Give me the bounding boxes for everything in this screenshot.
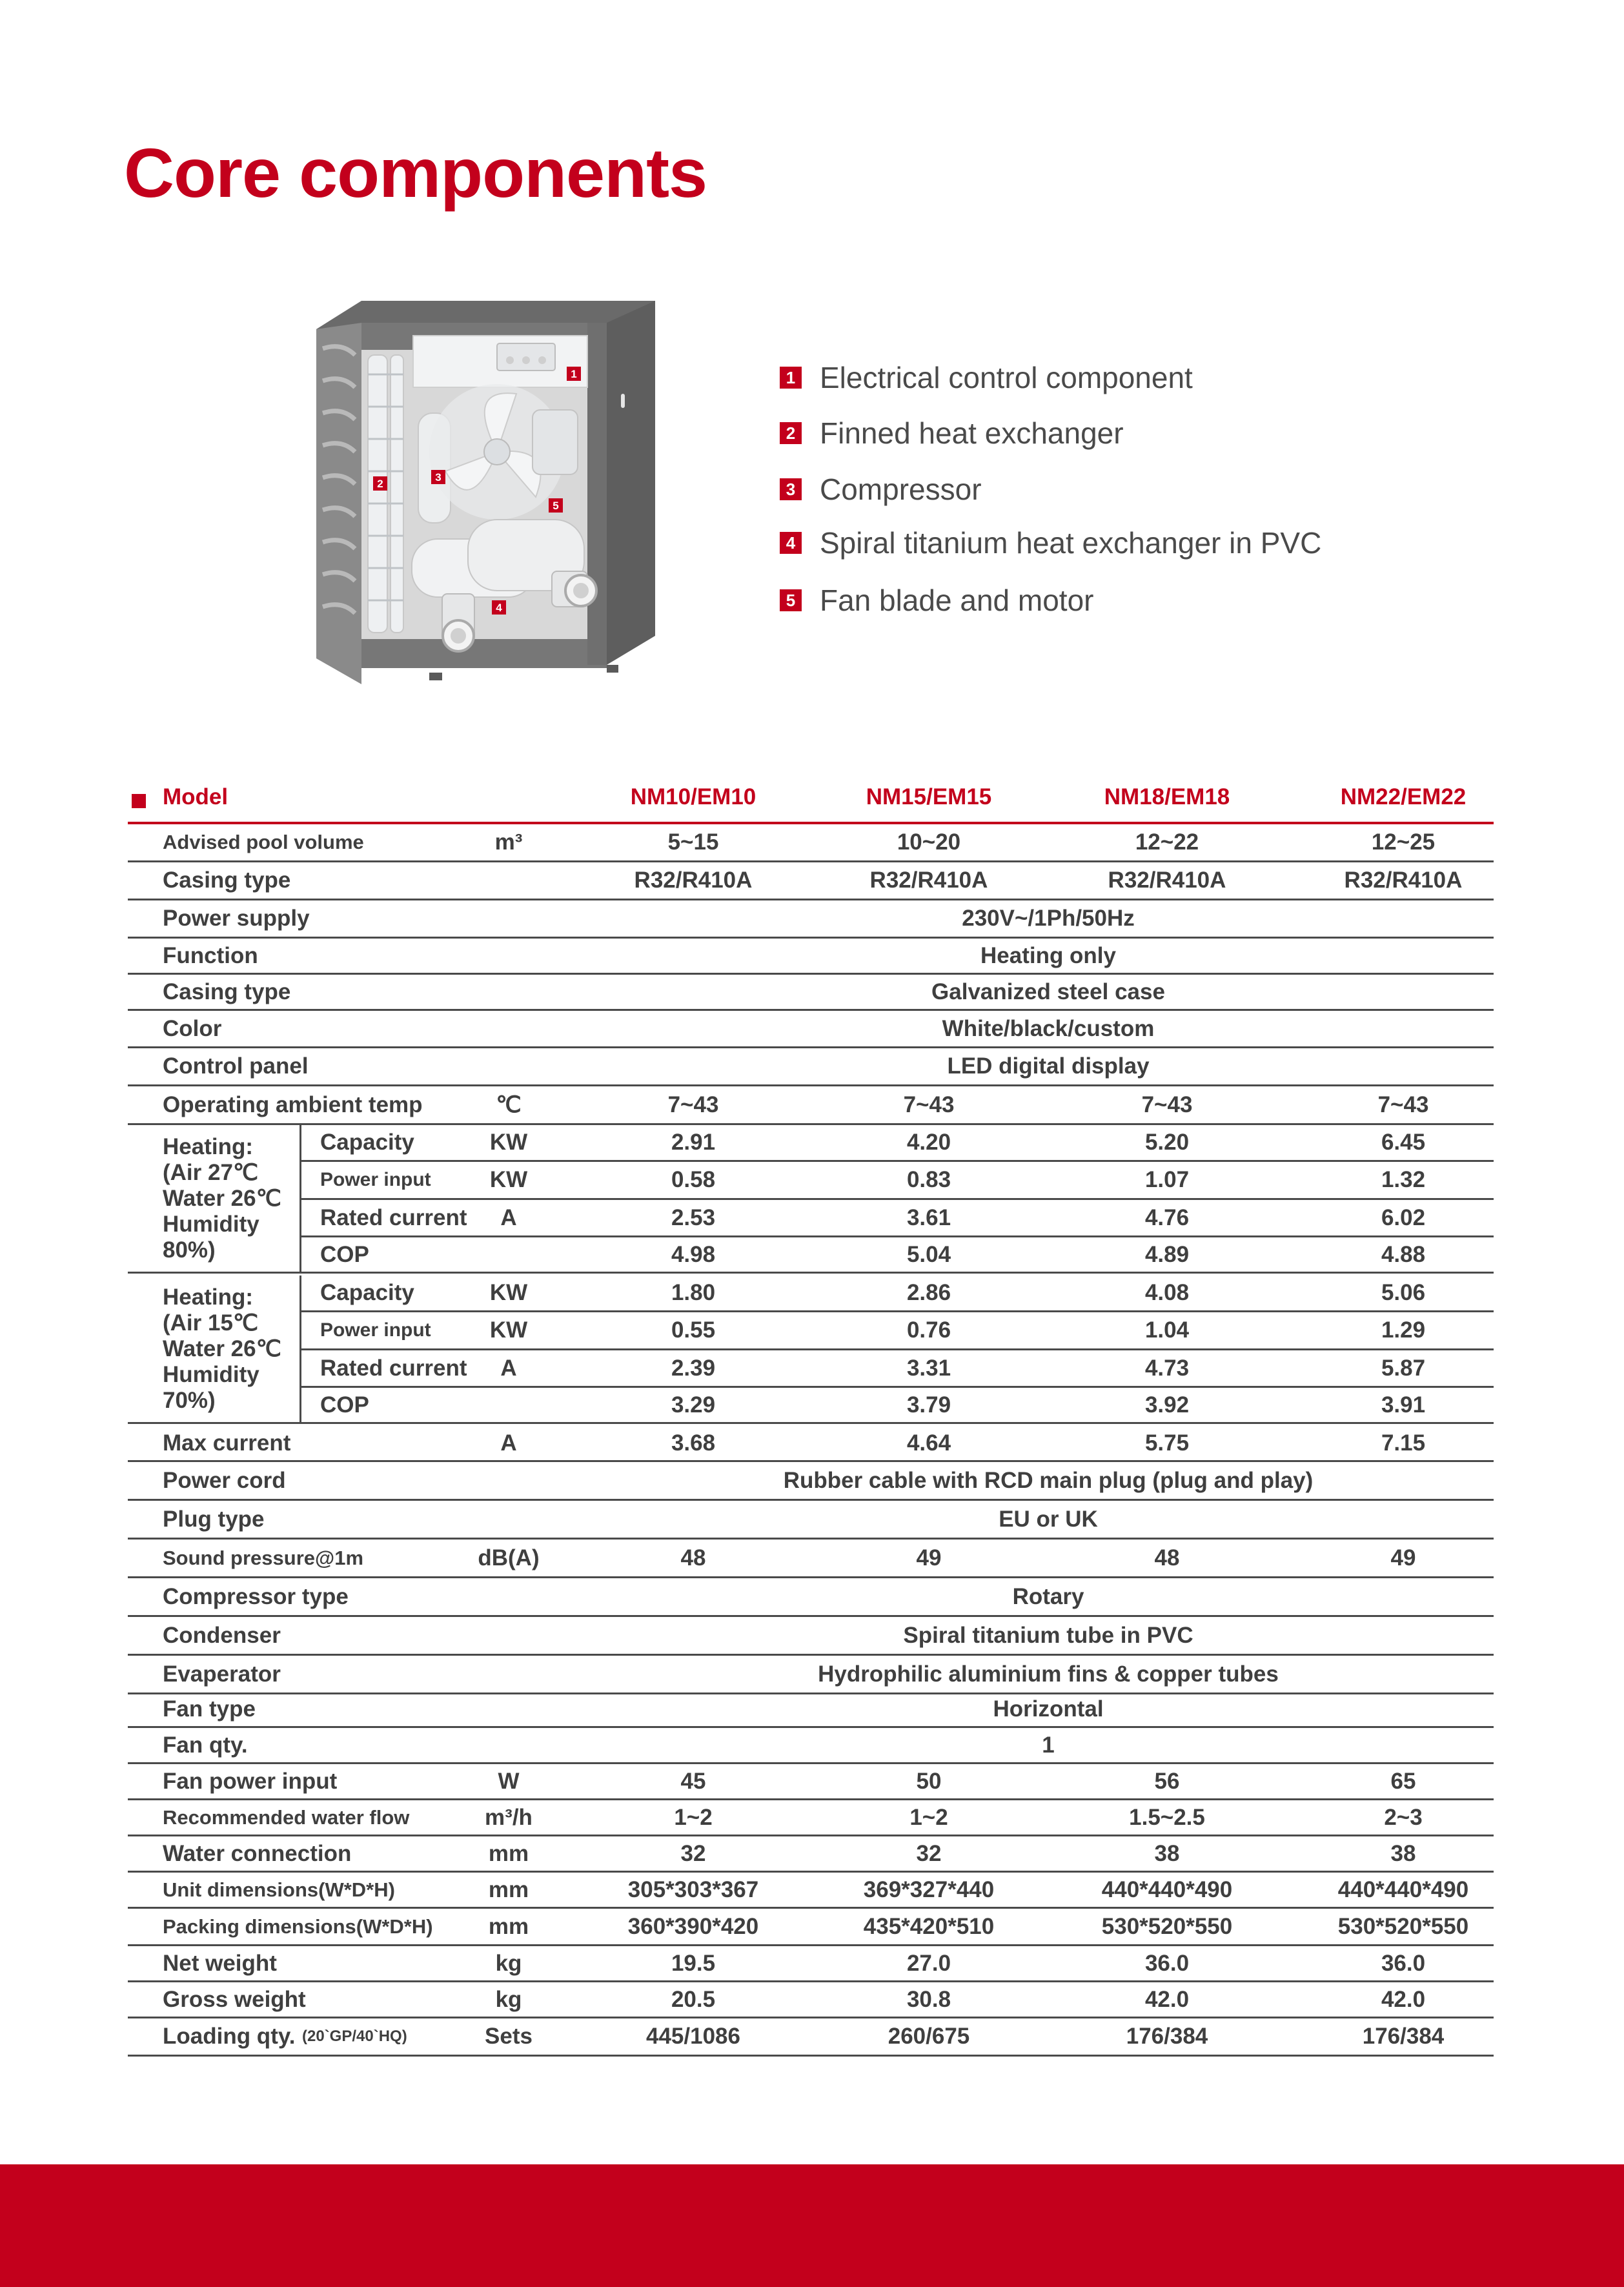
row-unit: kg [495, 1986, 522, 2012]
cell-value: 45 [680, 1768, 706, 1794]
model-name: NM10/EM10 [630, 784, 756, 809]
legend-number: 1 [780, 367, 802, 389]
cell-value: 2.86 [906, 1280, 951, 1305]
model-name: NM15/EM15 [866, 784, 992, 809]
cell-value: 4.64 [906, 1430, 951, 1456]
row-label: Sound pressure@1m [163, 1546, 364, 1569]
cell-value: 19.5 [671, 1950, 716, 1976]
table-row [128, 1462, 1494, 1501]
model-name: NM22/EM22 [1340, 784, 1467, 809]
legend-text: Spiral titanium heat exchanger in PVC [820, 526, 1322, 560]
callout-3: 3 [435, 471, 442, 483]
cell-value: 440*440*490 [1337, 1876, 1469, 1902]
row-label: Capacity [320, 1130, 414, 1155]
cell-span-value: Rubber cable with RCD main plug (plug and play) [783, 1467, 1314, 1493]
group-label: Heating: (Air 27℃ Water 26℃ Humidity 80%) [163, 1134, 281, 1263]
cell-value: 50 [916, 1768, 942, 1794]
table-row [128, 1656, 1494, 1694]
cell-value: 360*390*420 [627, 1913, 759, 1939]
cell-span-value: EU or UK [999, 1506, 1098, 1532]
legend-item [780, 414, 1124, 452]
row-label-suffix: (20`GP/40`HQ) [302, 2028, 407, 2045]
group-label: Heating: (Air 15℃ Water 26℃ Humidity 70%) [163, 1285, 281, 1413]
cell-value: 435*420*510 [863, 1913, 995, 1939]
row-label: Fan type [163, 1696, 256, 1722]
legend-number: 3 [780, 478, 802, 500]
cell-value: 32 [916, 1840, 942, 1866]
legend-number: 5 [780, 589, 802, 611]
legend-item [780, 470, 982, 509]
cell-value: 1.29 [1381, 1317, 1426, 1343]
cell-value: 38 [1390, 1840, 1416, 1866]
cell-value: 30.8 [906, 1986, 951, 2012]
table-row [128, 2018, 1494, 2057]
cell-value: 260/675 [888, 2024, 970, 2049]
footer-band [0, 2164, 1624, 2287]
table-row [128, 1800, 1494, 1836]
cell-span-value: Spiral titanium tube in PVC [903, 1622, 1193, 1648]
cell-value: 440*440*490 [1101, 1876, 1233, 1902]
cell-value: 3.61 [906, 1204, 951, 1230]
cell-span-value: Horizontal [993, 1696, 1104, 1722]
legend-text: Finned heat exchanger [820, 416, 1124, 450]
cell-value: 1~2 [909, 1804, 948, 1830]
table-row [301, 1237, 1494, 1272]
row-unit: KW [489, 1280, 528, 1305]
table-row [128, 1501, 1494, 1540]
cell-value: R32/R410A [634, 868, 753, 893]
cell-span-value: Galvanized steel case [931, 979, 1165, 1004]
bullet-square-icon [132, 794, 146, 808]
row-label: Compressor type [163, 1583, 349, 1609]
cell-value: 6.45 [1381, 1130, 1426, 1155]
cell-span-value: Rotary [1012, 1583, 1084, 1609]
cell-value: 176/384 [1126, 2024, 1208, 2049]
cell-value: 5.20 [1144, 1130, 1190, 1155]
cell-value: 4.73 [1144, 1355, 1190, 1381]
row-label: Function [163, 942, 258, 968]
table-row [301, 1200, 1494, 1237]
callout-5: 5 [553, 500, 559, 512]
row-label: Unit dimensions(W*D*H) [163, 1878, 395, 1901]
cell-value: 49 [1390, 1545, 1416, 1570]
cell-value: 12~22 [1135, 829, 1199, 855]
row-label: Net weight [163, 1950, 277, 1976]
cell-value: 3.31 [906, 1355, 951, 1381]
row-label: COP [320, 1241, 369, 1267]
cell-value: 2.91 [671, 1130, 716, 1155]
table-row [128, 1048, 1494, 1086]
cell-value: 7~43 [903, 1092, 955, 1117]
cell-value: 6.02 [1381, 1204, 1426, 1230]
cell-value: 1~2 [674, 1804, 713, 1830]
cell-value: R32/R410A [1108, 868, 1226, 893]
legend-text: Compressor [820, 473, 982, 506]
table-row [128, 1011, 1494, 1048]
cell-value: 7~43 [1377, 1092, 1429, 1117]
row-label: Rated current [320, 1355, 467, 1381]
cell-value: 0.58 [671, 1167, 716, 1192]
row-unit: m³/h [485, 1804, 533, 1830]
cell-value: 2.39 [671, 1355, 716, 1381]
cell-span-value: Hydrophilic aluminium fins & copper tubes [818, 1661, 1279, 1687]
row-unit: W [498, 1768, 520, 1794]
cell-value: 42.0 [1144, 1986, 1190, 2012]
table-row [128, 1764, 1494, 1800]
table-row [128, 1578, 1494, 1617]
row-unit: ℃ [496, 1092, 522, 1117]
cell-value: R32/R410A [1344, 868, 1463, 893]
row-label: Power cord [163, 1467, 286, 1493]
cell-value: 20.5 [671, 1986, 716, 2012]
cell-value: 0.83 [906, 1167, 951, 1192]
page-title: Core components [124, 134, 707, 212]
cell-value: 48 [680, 1545, 706, 1570]
cell-value: 7.15 [1381, 1430, 1426, 1456]
table-row [128, 900, 1494, 939]
table-row [128, 1982, 1494, 2018]
cell-value: R32/R410A [869, 868, 988, 893]
table-row [128, 1873, 1494, 1909]
callout-1: 1 [571, 368, 577, 380]
row-unit: dB(A) [478, 1545, 540, 1570]
cell-value: 48 [1154, 1545, 1180, 1570]
row-unit: A [500, 1430, 517, 1456]
cell-value: 0.76 [906, 1317, 951, 1343]
row-label: Loading qty. [163, 2024, 296, 2049]
row-label: Power supply [163, 906, 310, 931]
row-label: Casing type [163, 979, 291, 1004]
cell-value: 49 [916, 1545, 942, 1570]
spec-table-header [128, 778, 1494, 820]
table-row [128, 1086, 1494, 1125]
cell-value: 5.75 [1144, 1430, 1190, 1456]
table-row [301, 1125, 1494, 1162]
table-row [128, 975, 1494, 1011]
row-label: Condenser [163, 1622, 281, 1648]
cell-value: 42.0 [1381, 1986, 1426, 2012]
table-row [301, 1350, 1494, 1388]
table-row [301, 1276, 1494, 1312]
cell-value: 1.5~2.5 [1129, 1804, 1205, 1830]
cell-value: 369*327*440 [863, 1876, 995, 1902]
row-unit: mm [488, 1913, 529, 1939]
row-label: Packing dimensions(W*D*H) [163, 1915, 433, 1938]
cell-value: 7~43 [667, 1092, 719, 1117]
table-row [128, 862, 1494, 900]
callout-4: 4 [496, 602, 502, 614]
cell-value: 65 [1390, 1768, 1416, 1794]
row-label: Evaperator [163, 1661, 281, 1687]
row-label: Operating ambient temp [163, 1092, 423, 1117]
cell-value: 3.79 [906, 1392, 951, 1418]
row-label: COP [320, 1392, 369, 1418]
cell-value: 38 [1154, 1840, 1180, 1866]
row-unit: mm [488, 1876, 529, 1902]
legend-number: 4 [780, 532, 802, 554]
cell-value: 2~3 [1384, 1804, 1423, 1830]
cell-span-value: LED digital display [947, 1053, 1150, 1079]
cell-value: 36.0 [1144, 1950, 1190, 1976]
cell-value: 3.91 [1381, 1392, 1426, 1418]
table-row [128, 1426, 1494, 1462]
model-label: Model [163, 784, 228, 809]
cell-value: 0.55 [671, 1317, 716, 1343]
cell-value: 1.04 [1144, 1317, 1190, 1343]
table-row [128, 1836, 1494, 1873]
table-row [301, 1388, 1494, 1422]
cell-value: 3.92 [1144, 1392, 1190, 1418]
row-label: Capacity [320, 1280, 414, 1305]
cell-value: 4.88 [1381, 1241, 1426, 1267]
cell-value: 176/384 [1362, 2024, 1445, 2049]
cell-value: 4.08 [1144, 1280, 1190, 1305]
row-label: Plug type [163, 1506, 265, 1532]
cell-value: 4.20 [906, 1130, 951, 1155]
cell-value: 1.80 [671, 1280, 716, 1305]
cell-value: 305*303*367 [627, 1876, 759, 1902]
cell-value: 56 [1154, 1768, 1180, 1794]
heating-group [128, 1276, 1494, 1424]
row-unit: A [500, 1204, 517, 1230]
legend-item [780, 581, 1094, 620]
table-row [128, 824, 1494, 862]
row-label: Fan qty. [163, 1732, 248, 1758]
table-row [128, 1946, 1494, 1982]
heat-pump-illustration [303, 297, 665, 710]
cell-span-value: White/black/custom [942, 1015, 1155, 1041]
model-name: NM18/EM18 [1104, 784, 1230, 809]
cell-value: 5~15 [667, 829, 719, 855]
row-label: Gross weight [163, 1986, 306, 2012]
legend-text: Fan blade and motor [820, 584, 1094, 617]
row-unit: KW [489, 1167, 528, 1192]
row-label: Water connection [163, 1840, 352, 1866]
table-row [128, 939, 1494, 975]
legend-number: 2 [780, 422, 802, 444]
legend-item [780, 523, 1321, 562]
cell-value: 5.87 [1381, 1355, 1426, 1381]
table-row [128, 1540, 1494, 1578]
row-label: Advised pool volume [163, 831, 364, 853]
cell-span-value: 1 [1042, 1732, 1055, 1758]
row-label: Fan power input [163, 1768, 338, 1794]
cell-value: 530*520*550 [1101, 1913, 1233, 1939]
table-row [301, 1312, 1494, 1350]
row-unit: mm [488, 1840, 529, 1866]
row-unit: Sets [485, 2024, 533, 2049]
cell-value: 27.0 [906, 1950, 951, 1976]
cell-value: 445/1086 [646, 2024, 740, 2049]
cell-value: 7~43 [1141, 1092, 1193, 1117]
row-label: Max current [163, 1430, 291, 1456]
row-unit: m³ [494, 829, 523, 855]
cell-value: 530*520*550 [1337, 1913, 1469, 1939]
table-row [301, 1162, 1494, 1200]
legend-item [780, 358, 1193, 397]
row-unit: KW [489, 1317, 528, 1343]
cell-value: 1.07 [1144, 1167, 1190, 1192]
cell-value: 12~25 [1371, 829, 1436, 855]
cell-value: 4.76 [1144, 1204, 1190, 1230]
row-label: Casing type [163, 868, 291, 893]
table-row [128, 1692, 1494, 1728]
heating-group [128, 1125, 1494, 1274]
callout-2: 2 [377, 478, 383, 490]
cell-value: 10~20 [897, 829, 961, 855]
row-label: Rated current [320, 1204, 467, 1230]
cell-value: 32 [680, 1840, 706, 1866]
cell-value: 36.0 [1381, 1950, 1426, 1976]
row-unit: A [500, 1355, 517, 1381]
table-row [128, 1909, 1494, 1946]
cell-value: 4.98 [671, 1241, 716, 1267]
cell-span-value: 230V~/1Ph/50Hz [962, 906, 1135, 931]
table-row [128, 1728, 1494, 1764]
cell-value: 1.32 [1381, 1167, 1426, 1192]
row-unit: kg [495, 1950, 522, 1976]
cell-value: 4.89 [1144, 1241, 1190, 1267]
cell-value: 5.06 [1381, 1280, 1426, 1305]
row-label: Control panel [163, 1053, 309, 1079]
legend-text: Electrical control component [820, 361, 1193, 394]
table-row [128, 1617, 1494, 1656]
cell-value: 5.04 [906, 1241, 951, 1267]
row-label: Color [163, 1015, 222, 1041]
row-unit: KW [489, 1130, 528, 1155]
row-label: Power input [320, 1169, 431, 1190]
row-label: Power input [320, 1319, 431, 1341]
cell-value: 2.53 [671, 1204, 716, 1230]
cell-value: 3.68 [671, 1430, 716, 1456]
cell-span-value: Heating only [980, 942, 1117, 968]
row-label: Recommended water flow [163, 1805, 410, 1829]
cell-value: 3.29 [671, 1392, 716, 1418]
